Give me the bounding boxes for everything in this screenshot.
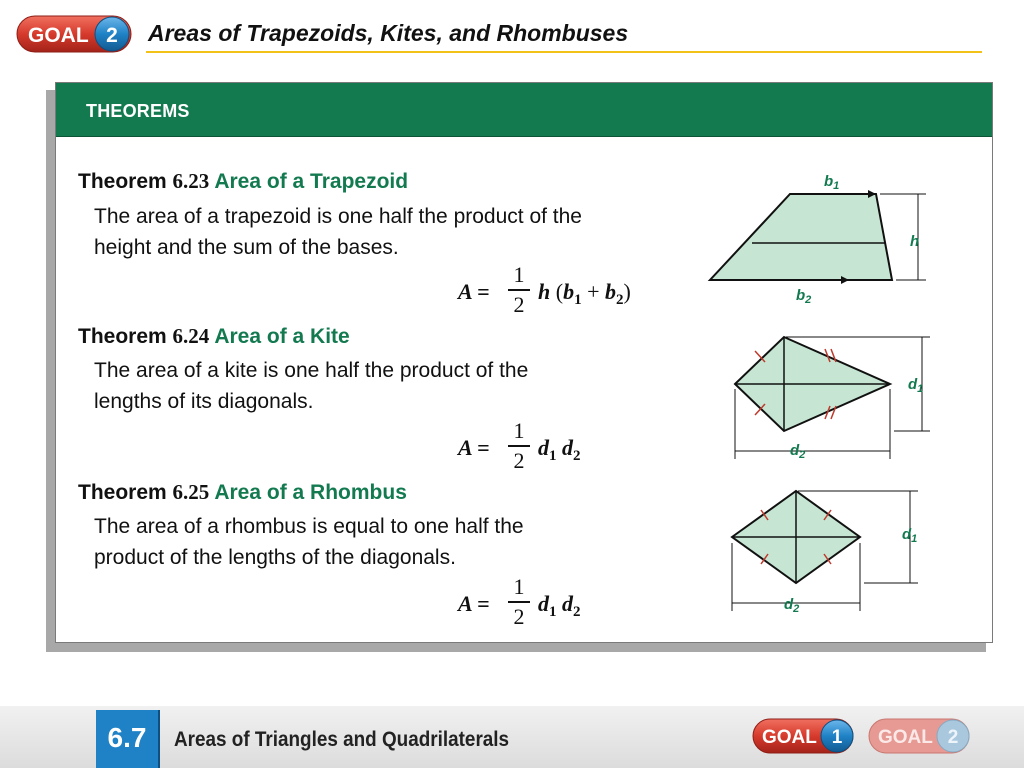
theorems-heading: THEOREMS: [86, 101, 190, 121]
section-title: Areas of Triangles and Quadrilaterals: [174, 728, 510, 751]
kite-figure: [726, 329, 946, 469]
svg-text:2: 2: [106, 24, 118, 47]
rhombus-figure: [728, 485, 928, 625]
rhombus-d2-label: $d_2$: [784, 596, 800, 615]
goal-2-button[interactable]: [868, 718, 972, 754]
svg-text:GOAL: GOAL: [762, 727, 817, 748]
kite-d2-label: $d_2$: [790, 442, 806, 461]
b2-label: $b_2$: [796, 287, 812, 306]
theorem-6-25-text: The area of a rhombus is equal to one half the product of the lengths of the diagonals.: [94, 515, 524, 569]
theorems-header-band: [56, 83, 992, 137]
goal-2-badge: [16, 14, 134, 54]
goal-1-button[interactable]: [752, 718, 856, 754]
b1-label: $b_1$: [824, 173, 840, 192]
rhombus-d1-label: $d_1$: [902, 526, 918, 545]
trapezoid-figure: [696, 173, 936, 313]
theorem-6-24-text: The area of a kite is one half the product of the lengths of its diagonals.: [94, 359, 529, 413]
section-number-tab: [96, 710, 160, 768]
title-underline: [146, 51, 982, 53]
section-number: 6.7: [107, 722, 147, 753]
kite-d1-label: $d_1$: [908, 376, 924, 395]
h-label: h: [910, 233, 920, 250]
theorem-6-23-title: Theorem 6.23 Area of a Trapezoid: [78, 169, 409, 193]
theorems-panel: THEOREMS Theorem 6.23 Area of a Trapezoid The area of a trapezoid is one half the product of the height and the sum of the bases. A = 1 2 h $(b_1 + b_2)$ Theorem 6.24 Area of a Kite The area of a kite is one half the product of the lengths of its diagonals. A = 1 2 $d_1$ $d_2$ Theorem 6.25 Area of a Rhombus The area of a rhombus is equal to one half the product of the lengths of the diagonals. A = 1 2 $d_1$ $d_2$ $b_1$ h $b_2$ $d_1$ $d_2$ $d_1$ $d_2$: [55, 82, 993, 643]
page-title: Areas of Trapezoids, Kites, and Rhombuses: [148, 20, 629, 46]
theorem-6-24-title: Theorem 6.24 Area of a Kite: [78, 324, 350, 348]
svg-text:2: 2: [947, 727, 959, 748]
svg-text:1: 1: [831, 727, 843, 748]
svg-text:GOAL: GOAL: [28, 24, 89, 47]
svg-text:GOAL: GOAL: [878, 727, 933, 748]
theorem-6-25-title: Theorem 6.25 Area of a Rhombus: [78, 480, 407, 504]
theorem-6-23-text: The area of a trapezoid is one half the product of the height and the sum of the bases.: [94, 205, 582, 259]
